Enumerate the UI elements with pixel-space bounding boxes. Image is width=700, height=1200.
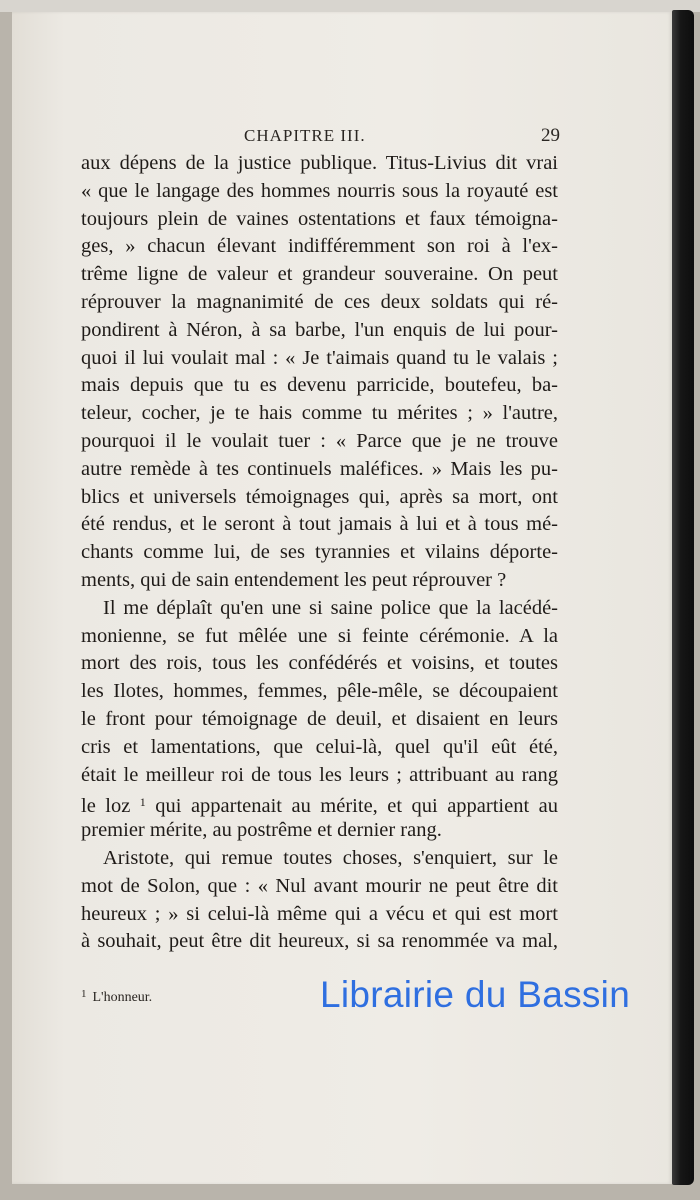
text-line: les Ilotes, hommes, femmes, pêle-mêle, se découpaient: [81, 680, 558, 703]
footnote: [81, 988, 152, 1006]
chapter-title: CHAPITRE III.: [244, 126, 366, 145]
text-line: « que le langage des hommes nourris sous la royauté est: [81, 179, 558, 202]
body-text: [81, 150, 558, 956]
text-line: chants comme lui, de ses tyrannies et vilains déporte-: [81, 541, 558, 564]
text-line: heureux ; » si celui-là même qui a vécu et qui est mort: [81, 902, 558, 925]
text-line: cris et lamentations, que celui-là, quel qu'il eût été,: [81, 735, 558, 758]
text-line: mot de Solon, que : « Nul avant mourir ne peut être dit: [81, 874, 558, 897]
text-line: blics et universels témoignages qui, après sa mort, ont: [81, 485, 558, 508]
text-line: à souhait, peut être dit heureux, si sa renommée va mal,: [81, 930, 558, 953]
text-segment: le loz: [81, 795, 140, 818]
text-line: pourquoi il le voulait tuer : « Parce que je ne trouve: [81, 429, 558, 452]
text-line: trême ligne de valeur et grandeur souveraine. On peut: [81, 263, 558, 286]
text-line: le front pour témoignage de deuil, et disaient en leurs: [81, 707, 558, 730]
text-line: Il me déplaît qu'en une si saine police que la lacédé-: [103, 596, 558, 619]
text-line: monienne, se fut mêlée une si feinte cérémonie. A la: [81, 624, 558, 647]
text-line: ments, qui de sain entendement les peut réprouver ?: [81, 568, 507, 591]
text-line: été rendus, et le seront à tout jamais à lui et à tous mé-: [81, 513, 558, 536]
text-line: autre remède à tes continuels maléfices. » Mais les pu-: [81, 457, 558, 480]
text-line: ges, » chacun élevant indifféremment son roi à l'ex-: [81, 235, 558, 258]
background-strip: [0, 0, 700, 12]
text-line: mais depuis que tu es devenu parricide, boutefeu, ba-: [81, 374, 558, 397]
footnote-marker: 1: [81, 988, 87, 1000]
footnote-reference: 1: [139, 795, 146, 810]
text-line: aux dépens de la justice publique. Titus-Livius dit vrai: [81, 152, 558, 174]
text-line: toujours plein de vaines ostentations et faux témoigna-: [81, 207, 558, 230]
text-line: mort des rois, tous les confédérés et voisins, et toutes: [81, 652, 558, 675]
running-header: [0, 126, 672, 150]
book-cover-edge: [672, 10, 694, 1185]
watermark: Librairie du Bassin: [320, 974, 631, 1015]
text-line: était le meilleur roi de tous les leurs ; attribuant au rang: [81, 763, 558, 786]
text-line: quoi il lui voulait mal : « Je t'aimais quand tu le valais ;: [81, 346, 558, 369]
text-line: réprouver la magnanimité de ces deux soldats qui ré-: [81, 290, 558, 313]
page-number: 29: [541, 125, 560, 146]
text-line: premier mérite, au postrême et dernier rang.: [81, 819, 442, 842]
text-line: pondirent à Néron, à sa barbe, l'un enquis de lui pour-: [81, 318, 558, 341]
footnote-text: L'honneur.: [92, 990, 153, 1005]
text-line: [81, 789, 558, 817]
text-line: Aristote, qui remue toutes choses, s'enquiert, sur le: [103, 846, 558, 869]
text-line: teleur, cocher, je te hais comme tu mérites ; » l'autre,: [81, 402, 558, 425]
text-segment: qui appartenait au mérite, et qui appartient au: [145, 795, 558, 818]
